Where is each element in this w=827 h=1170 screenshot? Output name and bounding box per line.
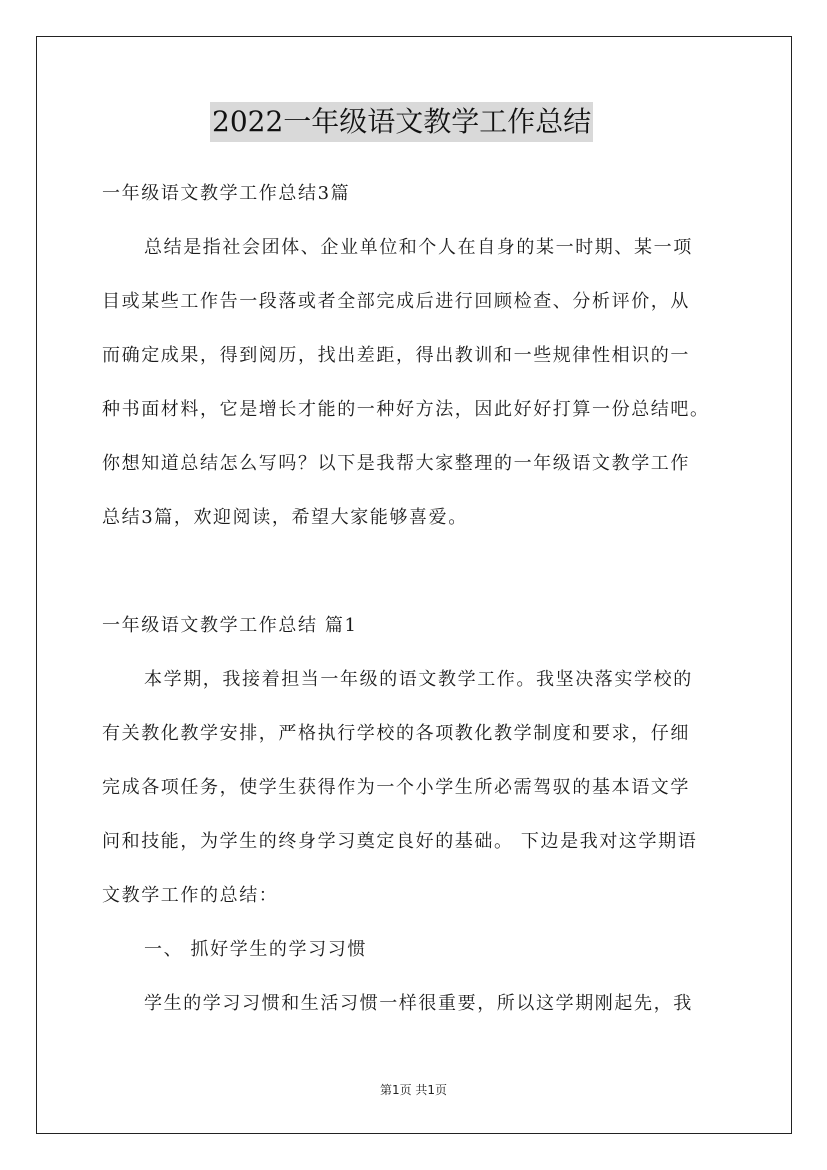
item-heading: 一、 抓好学生的学习习惯 xyxy=(144,939,367,960)
section-heading: 一年级语文教学工作总结 篇1 xyxy=(102,615,358,636)
section-line-4: 问和技能，为学生的终身学习奠定良好的基础。 下边是我对这学期语 xyxy=(102,831,698,852)
section-line-3: 完成各项任务，使学生获得作为一个小学生所必需驾驭的基本语文学 xyxy=(102,777,690,798)
intro-line-2: 目或某些工作告一段落或者全部完成后进行回顾检查、分析评价，从 xyxy=(102,291,690,312)
item-line-1: 学生的学习习惯和生活习惯一样很重要，所以这学期刚起先，我 xyxy=(144,993,693,1014)
document-title: 2022一年级语文教学工作总结 xyxy=(210,102,593,142)
document-subtitle: 一年级语文教学工作总结3篇 xyxy=(102,183,351,204)
intro-line-1: 总结是指社会团体、企业单位和个人在自身的某一时期、某一项 xyxy=(144,237,693,258)
intro-line-6: 总结3篇，欢迎阅读，希望大家能够喜爱。 xyxy=(102,507,468,528)
intro-line-5: 你想知道总结怎么写吗？以下是我帮大家整理的一年级语文教学工作 xyxy=(102,453,690,474)
page-footer: 第1页 共1页 xyxy=(379,1083,448,1097)
intro-line-3: 而确定成果，得到阅历，找出差距，得出教训和一些规律性相识的一 xyxy=(102,345,690,366)
section-line-2: 有关教化教学安排，严格执行学校的各项教化教学制度和要求，仔细 xyxy=(102,723,690,744)
section-line-1: 本学期，我接着担当一年级的语文教学工作。我坚决落实学校的 xyxy=(144,669,693,690)
intro-line-4: 种书面材料，它是增长才能的一种好方法，因此好好打算一份总结吧。 xyxy=(102,399,710,420)
section-line-5: 文教学工作的总结： xyxy=(102,885,279,906)
